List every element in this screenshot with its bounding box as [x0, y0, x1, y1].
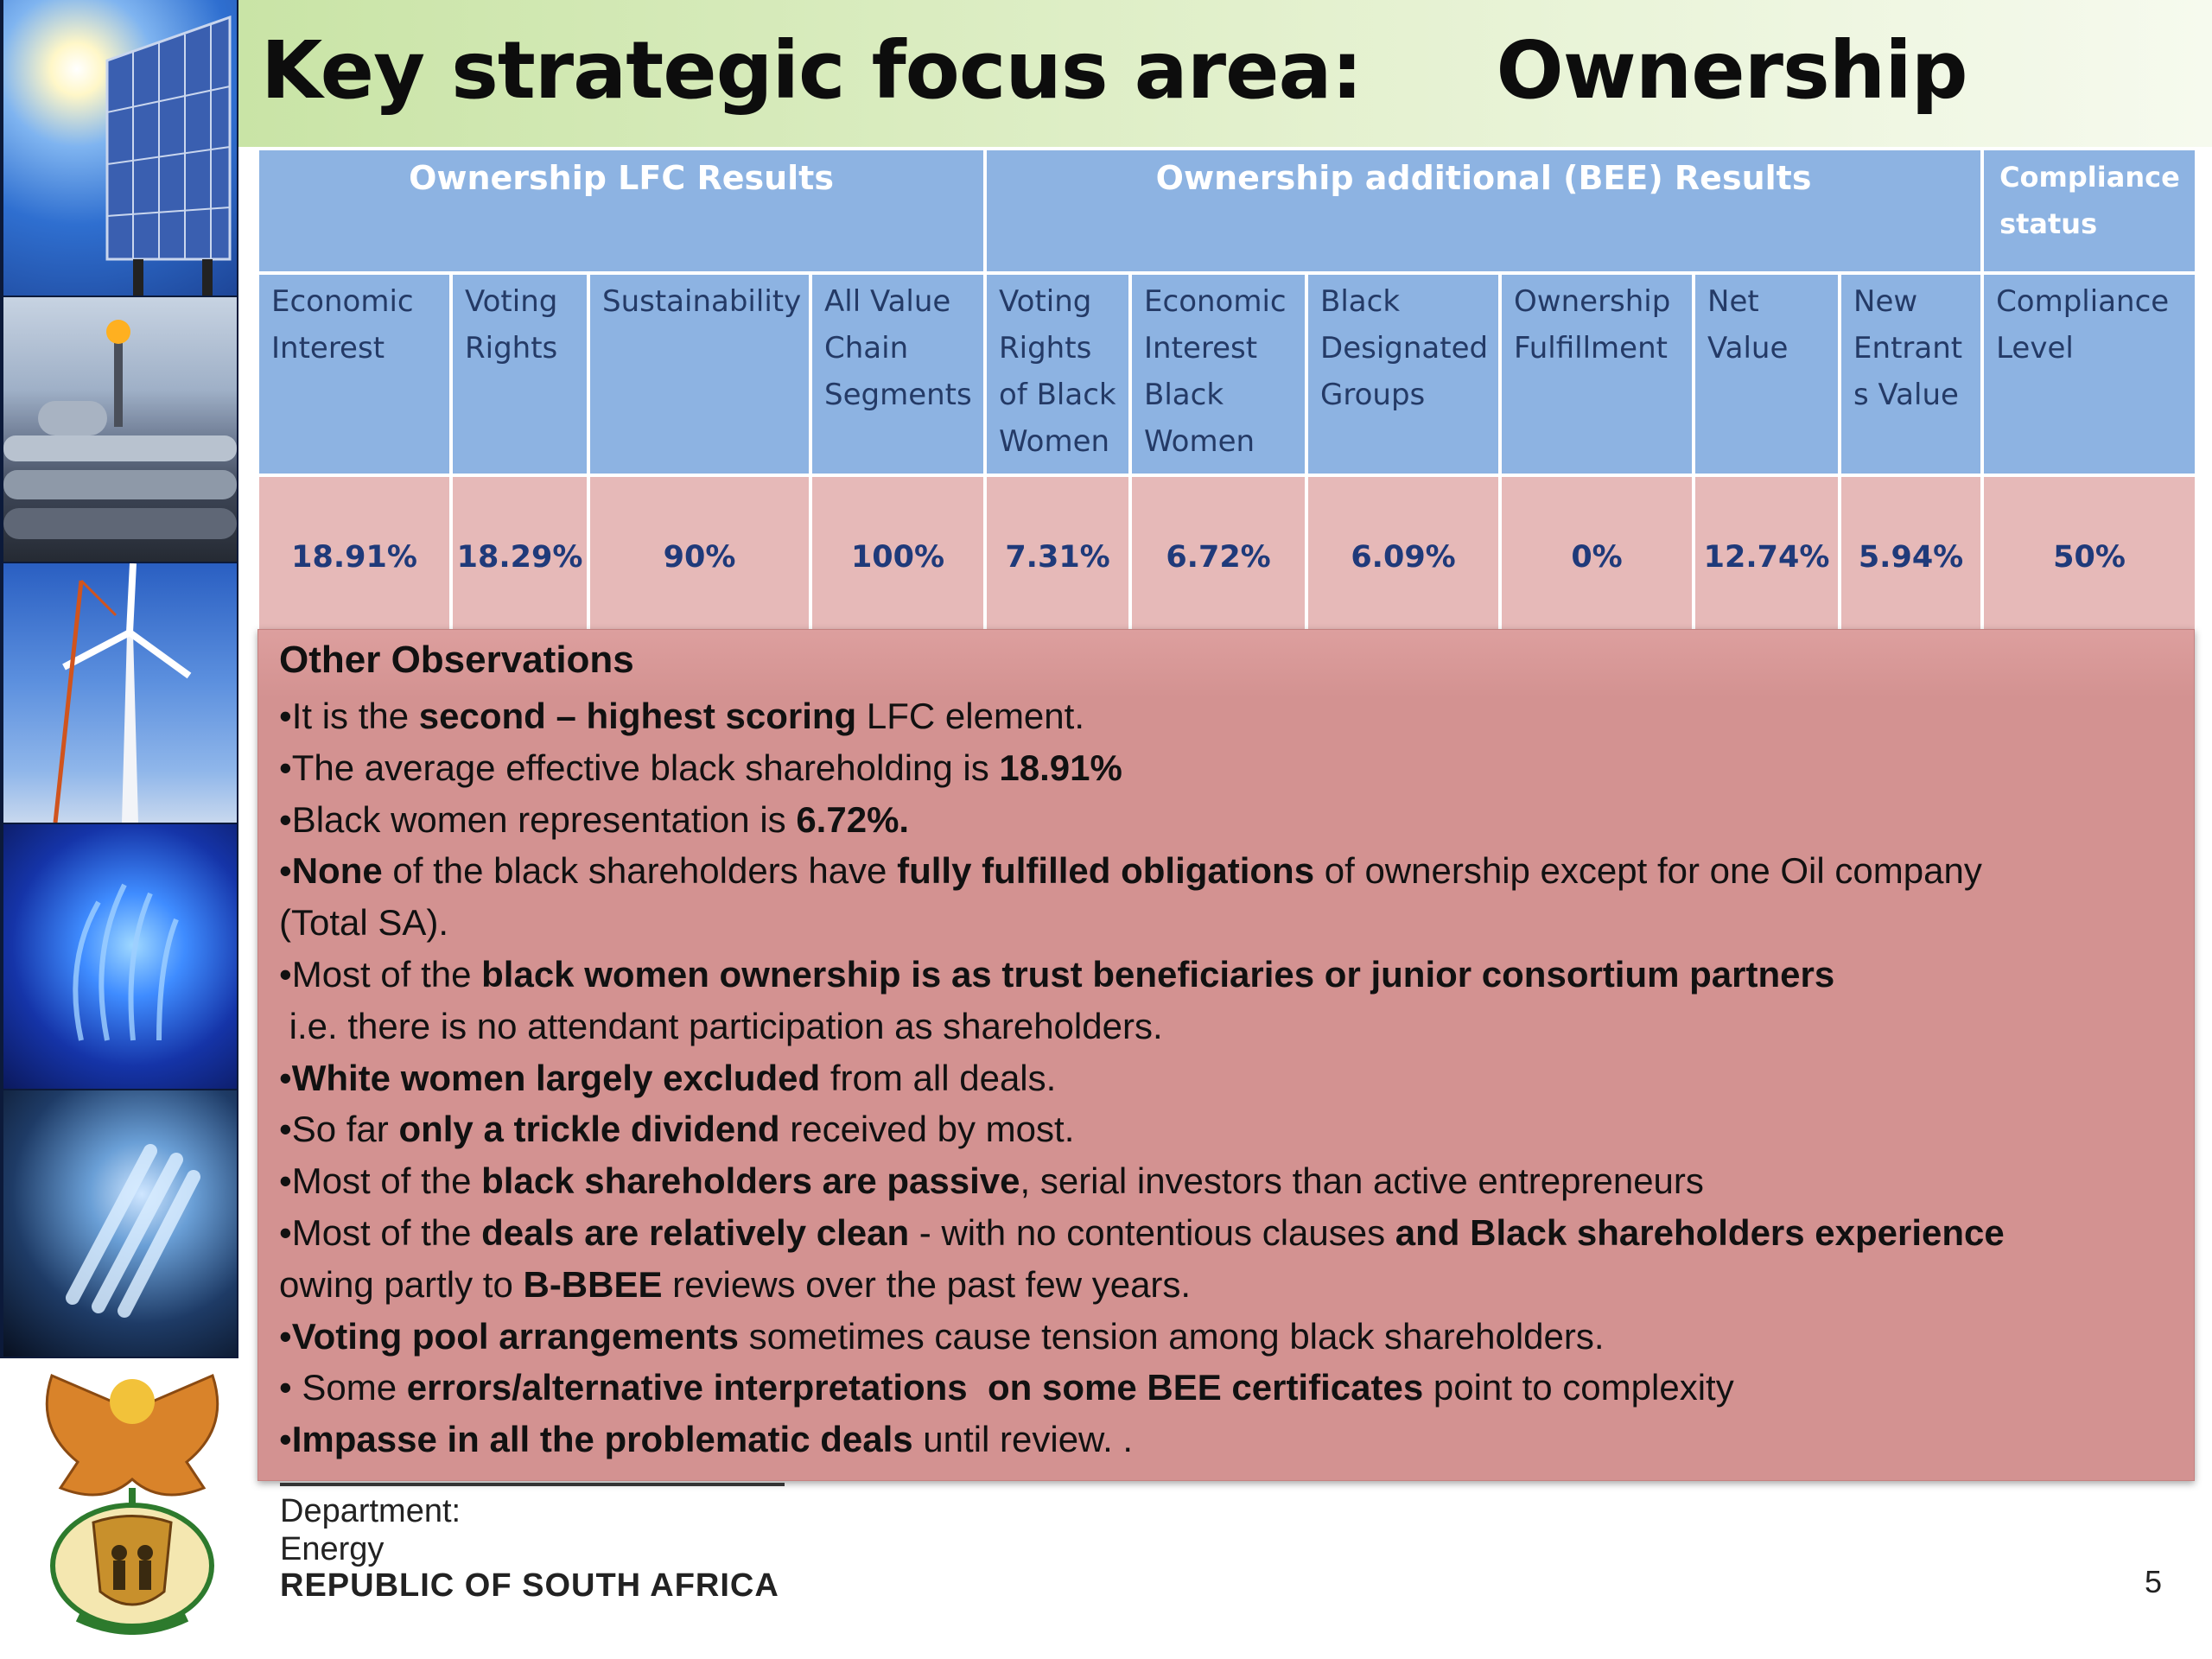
column-header: Compliance Level	[1982, 273, 2196, 475]
observation-text: sometimes cause tension among black shareholders.	[739, 1315, 1605, 1357]
observation-emphasis: only a trickle dividend	[398, 1109, 780, 1150]
observation-emphasis: and Black shareholders experience	[1395, 1211, 2005, 1253]
observation-text: until review. .	[912, 1419, 1134, 1460]
value-cell: 6.72%	[1130, 475, 1306, 639]
observation-text: •The average effective black shareholding is	[279, 747, 1000, 788]
observation-text: LFC element.	[856, 696, 1084, 736]
energy-saving-bulb-photo	[3, 1090, 237, 1357]
observation-text: from all deals.	[820, 1057, 1057, 1098]
column-header: Ownership Fulfillment	[1500, 273, 1694, 475]
observation-emphasis: 6.72%.	[796, 798, 910, 840]
value-cell: 18.91%	[257, 475, 451, 639]
observation-text: •	[279, 850, 292, 892]
observation-text: •Most of the	[279, 953, 482, 995]
value-cell: 18.29%	[451, 475, 588, 639]
observation-text: - with no contentious clauses	[909, 1211, 1395, 1253]
column-header: Net Value	[1694, 273, 1840, 475]
value-cell: 12.74%	[1694, 475, 1840, 639]
observation-line	[279, 897, 2005, 949]
observation-emphasis: fully fulfilled obligations	[897, 850, 1315, 892]
observation-text: , serial investors than active entrepreneurs	[1020, 1160, 1704, 1202]
observation-text: •It is the	[279, 696, 419, 736]
observation-text: (Total SA).	[279, 902, 449, 944]
observation-text: • Some	[279, 1367, 407, 1408]
group-header-bee: Ownership additional (BEE) Results	[985, 149, 1982, 273]
observation-line	[279, 794, 2005, 846]
observation-emphasis: black shareholders are passive	[481, 1160, 1020, 1202]
value-cell: 7.31%	[985, 475, 1130, 639]
solar-panel-photo	[3, 0, 237, 296]
column-header: Black Designated Groups	[1306, 273, 1500, 475]
observation-line	[279, 1103, 2005, 1155]
observation-text: •So far	[279, 1109, 399, 1150]
oil-refinery-pipes-photo	[3, 297, 237, 562]
observations-list	[279, 690, 2005, 1465]
column-header-row	[257, 273, 2196, 475]
column-header: All Value Chain Segments	[810, 273, 985, 475]
group-header-lfc: Ownership LFC Results	[257, 149, 985, 273]
page-title: Key strategic focus area: Ownership	[261, 24, 1967, 117]
south-africa-coat-of-arms	[26, 1358, 238, 1635]
column-header: Voting Rights	[451, 273, 588, 475]
observations-title: Other Observations	[279, 639, 634, 681]
observation-emphasis: B-BBEE	[523, 1263, 663, 1305]
value-cell: 6.09%	[1306, 475, 1500, 639]
group-header-compliance: Compliance status	[1982, 149, 2196, 273]
footer-divider	[280, 1483, 785, 1486]
observations-box	[257, 629, 2195, 1481]
ownership-results-table	[256, 147, 2198, 641]
observation-text: owing partly to	[279, 1263, 524, 1305]
value-cell: 90%	[588, 475, 810, 639]
observation-line	[279, 1259, 2005, 1311]
energy-photo-strip	[0, 0, 238, 1358]
values-row	[257, 475, 2196, 639]
value-cell: 0%	[1500, 475, 1694, 639]
observation-text: •Most of the	[279, 1211, 482, 1253]
observation-text: i.e. there is no attendant participation as shareholders.	[279, 1005, 1163, 1046]
observation-emphasis: Impasse in all the problematic deals	[291, 1419, 913, 1460]
observation-text: reviews over the past few years.	[662, 1263, 1192, 1305]
observation-emphasis: 18.91%	[999, 747, 1122, 788]
observation-emphasis: errors/alternative interpretations on some BEE certificates	[406, 1367, 1424, 1408]
observation-line	[279, 742, 2005, 794]
observation-text: of the black shareholders have	[382, 850, 898, 892]
observation-emphasis: black women ownership is as trust beneficiaries or junior consortium partners	[481, 953, 1835, 995]
observation-line	[279, 1414, 2005, 1465]
observation-emphasis: None	[291, 850, 383, 892]
value-cell: 50%	[1982, 475, 2196, 639]
page-number: 5	[2145, 1564, 2163, 1599]
column-header: Economic Interest	[257, 273, 451, 475]
column-header: Voting Rights of Black Women	[985, 273, 1130, 475]
observation-text: •	[279, 1057, 292, 1098]
observation-text: received by most.	[779, 1109, 1075, 1150]
country-name: REPUBLIC OF SOUTH AFRICA	[280, 1567, 779, 1604]
observation-text: •	[279, 1419, 292, 1460]
observation-line	[279, 1311, 2005, 1363]
department-label: Department:	[280, 1493, 461, 1529]
observation-emphasis: second – highest scoring	[418, 696, 857, 736]
observation-text: •Black women representation is	[279, 798, 797, 840]
observation-line	[279, 1207, 2005, 1259]
observation-text: point to complexity	[1423, 1367, 1734, 1408]
observation-emphasis: Voting pool arrangements	[291, 1315, 739, 1357]
column-header: New Entrants Value	[1840, 273, 1982, 475]
observation-line	[279, 1362, 2005, 1414]
observation-line	[279, 1001, 2005, 1052]
column-header: Economic Interest Black Women	[1130, 273, 1306, 475]
observation-text: •	[279, 1315, 292, 1357]
observation-line	[279, 690, 2005, 742]
observation-line	[279, 1052, 2005, 1104]
group-header-row	[257, 149, 2196, 273]
observation-text: of ownership except for one Oil company	[1314, 850, 1982, 892]
column-header: Sustainability	[588, 273, 810, 475]
department-name: Energy	[280, 1531, 385, 1567]
observation-line	[279, 1155, 2005, 1207]
value-cell: 5.94%	[1840, 475, 1982, 639]
observation-line	[279, 845, 2005, 897]
observation-emphasis: deals are relatively clean	[481, 1211, 910, 1253]
wind-turbine-photo	[3, 563, 237, 823]
observation-text: •Most of the	[279, 1160, 482, 1202]
gas-flame-photo	[3, 824, 237, 1089]
observation-line	[279, 949, 2005, 1001]
value-cell: 100%	[810, 475, 985, 639]
observation-emphasis: White women largely excluded	[291, 1057, 821, 1098]
